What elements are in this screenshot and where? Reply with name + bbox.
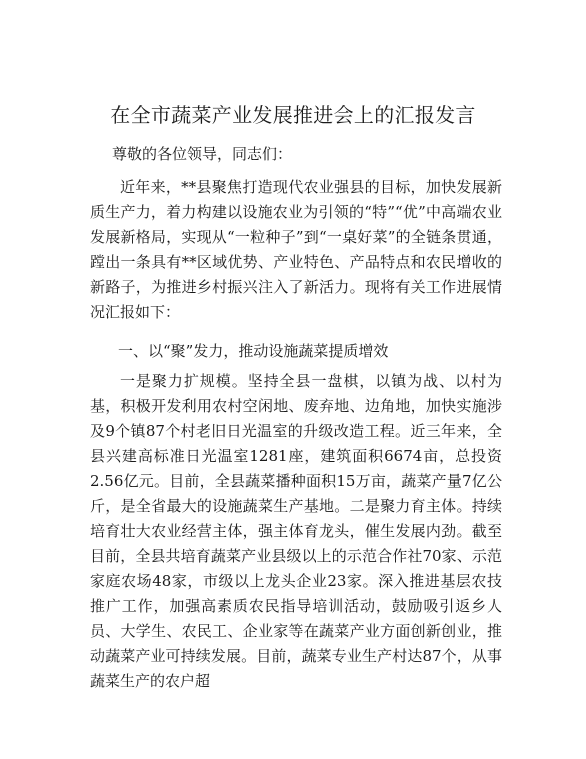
section-heading: 一、以“聚”发力，推动设施蔬菜提质增效 (118, 342, 389, 360)
body-paragraph: 一是聚力扩规模。坚持全县一盘棋，以镇为战、以村为基，积极开发利用农村空闲地、废弃地、边角地，加快实施涉及9个镇87个村老旧日光温室的升级改造工程。近三年来，全县兴建高标准日光温室1281座，建筑面积6674亩，总投资2.56亿元。目前，全县蔬菜播种面积15万亩，蔬菜产量7亿公斤，是全省最大的设施蔬菜生产基地。二是聚力育主体。持续培育壮大农业经营主体，强主体育龙头，催生发展内劲。截至目前，全县共培育蔬菜产业县级以上的示范合作社70家、示范家庭农场48家，市级以上龙头企业23家。深入推进基层农技推广工作，加强高素质农民指导培训活动，鼓励吸引返乡人员、大学生、农民工、企业家等在蔬菜产业方面创新创业，推动蔬菜产业可持续发展。目前，蔬菜专业生产村达87个，从事蔬菜生产的农户超 (90, 372, 502, 690)
document-title: 在全市蔬菜产业发展推进会上的汇报发言 (110, 103, 476, 127)
salutation: 尊敬的各位领导，同志们： (112, 145, 293, 163)
intro-paragraph: 近年来，**县聚焦打造现代农业强县的目标，加快发展新质生产力，着力构建以设施农业为引领的“特”“优”中高端农业发展新格局，实现从“一粒种子”到“一桌好菜”的全链条贯通，蹚出一条具有**区域优势、产业特色、产品特点和农民增收的新路子，为推进乡村振兴注入了新活力。现将有关工作进展情况汇报如下： (90, 178, 502, 321)
